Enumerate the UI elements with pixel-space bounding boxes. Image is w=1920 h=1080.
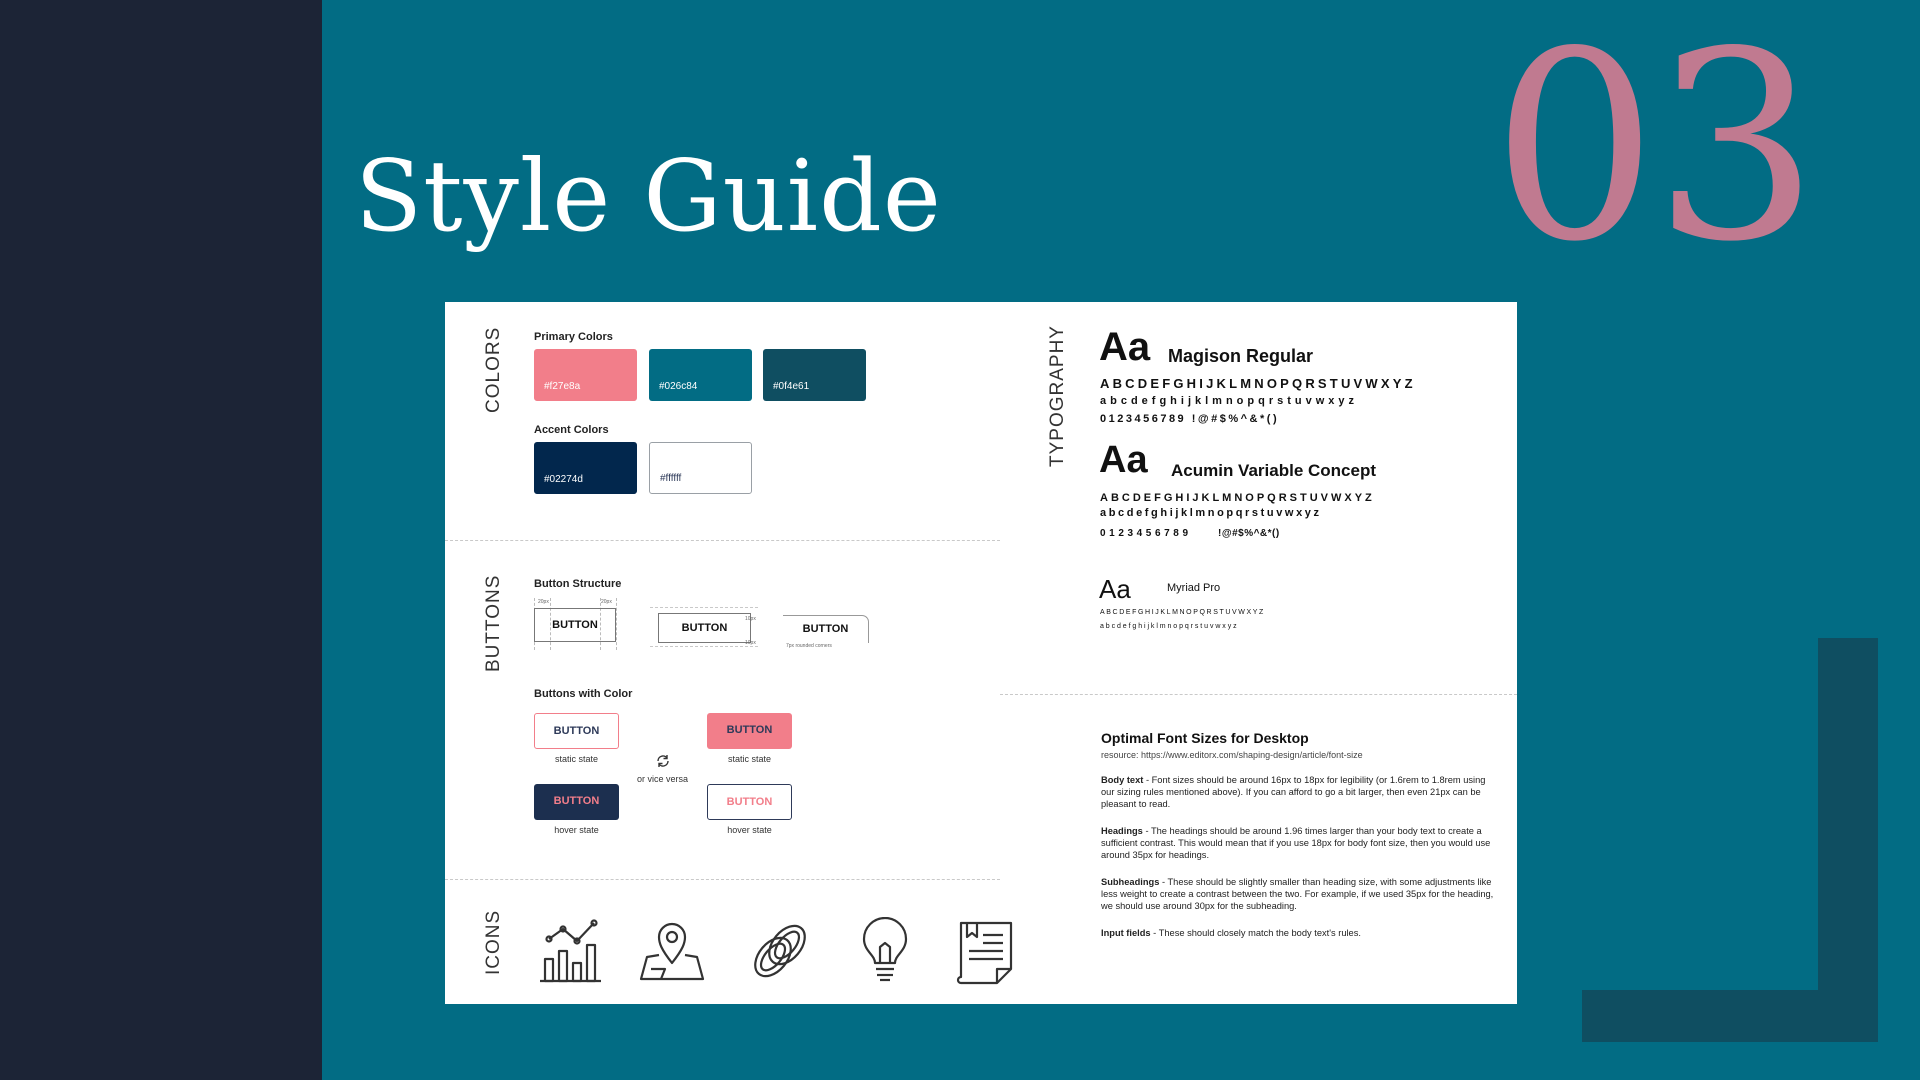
subheadings-description: - These should be slightly smaller than heading size, with some adjustments like less weight to create a contrast between the two. For example, if we used 35px for the heading, we should use around 30px for the subheading. (1101, 877, 1494, 911)
magison-digits: 0123456789 !@#$%^&*() (1100, 413, 1280, 425)
myriad-lowercase: abcdefghijklmnopqrstuvwxyz (1100, 623, 1239, 630)
structure-button-horizontal: BUTTON (534, 608, 616, 642)
swatch-white-label: #ffffff (660, 473, 682, 484)
swap-icon (655, 753, 671, 769)
input-fields-description: - These should closely match the body text's rules. (1150, 928, 1361, 938)
swatch-dark-teal (763, 349, 866, 401)
map-pin-icon (637, 917, 707, 987)
section-divider (445, 879, 1000, 880)
swatch-navy-label: #02274d (544, 474, 583, 485)
font-name-myriad: Myriad Pro (1167, 582, 1221, 594)
vice-versa-caption: or vice versa (636, 774, 689, 784)
swatch-teal (649, 349, 752, 401)
page-number: 03 (1492, 0, 1815, 299)
swatch-white (649, 442, 752, 494)
font-sample-magison: Aa (1099, 325, 1151, 369)
structure-button-vertical: BUTTON (658, 613, 751, 643)
hover-state-caption: hover state (727, 825, 772, 835)
body-text-guideline (1101, 774, 1501, 810)
swatch-pink (534, 349, 637, 401)
font-sizes-title: Optimal Font Sizes for Desktop (1101, 730, 1309, 746)
acumin-digits: 0123456789 (1100, 528, 1192, 539)
primary-colors-heading: Primary Colors (534, 331, 613, 343)
magison-uppercase: ABCDEFGHIJKLMNOPQRSTUVWXYZ (1100, 376, 1416, 391)
acumin-lowercase: abcdefghijklmnopqrstuvwxyz (1100, 507, 1322, 519)
body-text-label: Body text (1101, 775, 1144, 785)
headings-guideline (1101, 825, 1501, 861)
style-guide-card (445, 302, 1517, 1004)
padding-note: 10px (745, 616, 756, 622)
input-fields-guideline (1101, 927, 1501, 939)
static-state-caption: static state (554, 754, 599, 764)
pink-button-static[interactable]: BUTTON (707, 713, 792, 749)
lightbulb-icon (850, 917, 920, 987)
body-text-description: - Font sizes should be around 16px to 18px for legibility (or 1.6rem to 1.8rem using our sizing rules mentioned above). If you can afford to go a bit larger, then even 21px can be pleasant to read. (1101, 775, 1486, 809)
headings-label: Headings (1101, 826, 1143, 836)
section-label-icons: ICONS (483, 909, 504, 975)
hover-state-caption: hover state (554, 825, 599, 835)
bar-chart-icon (537, 917, 607, 987)
page-title: Style Guide (355, 140, 942, 254)
magison-lowercase: abcdefghijklmnopqrstuvwxyz (1100, 395, 1359, 407)
font-sizes-resource: resource: https://www.editorx.com/shaping-design/article/font-size (1101, 750, 1363, 760)
guide-line (650, 607, 758, 608)
font-sample-acumin: Aa (1099, 439, 1148, 481)
subheadings-label: Subheadings (1101, 877, 1160, 887)
input-fields-label: Input fields (1101, 928, 1151, 938)
font-sample-myriad: Aa (1099, 574, 1131, 604)
navy-button-hover[interactable]: BUTTON (534, 784, 619, 820)
myriad-uppercase: ABCDEFGHIJKLMNOPQRSTUVWXYZ (1100, 609, 1265, 616)
link-icon (745, 917, 815, 987)
padding-note: 20px (601, 599, 612, 605)
rounded-corners-note: 7px rounded corners (786, 643, 832, 649)
section-divider (445, 540, 1000, 541)
swatch-teal-label: #026c84 (659, 381, 698, 392)
corner-bracket-decoration (1582, 638, 1878, 1042)
outline-button-static[interactable]: BUTTON (534, 713, 619, 749)
guide-line (650, 646, 758, 647)
buttons-with-color-heading: Buttons with Color (534, 688, 633, 700)
swatch-navy (534, 442, 637, 494)
swatch-pink-label: #f27e8a (544, 381, 581, 392)
padding-note: 10px (745, 640, 756, 646)
section-label-colors: COLORS (483, 326, 504, 413)
acumin-uppercase: ABCDEFGHIJKLMNOPQRSTUVWXYZ (1100, 492, 1375, 504)
left-sidebar-panel (0, 0, 322, 1080)
document-icon (953, 917, 1023, 987)
headings-description: - The headings should be around 1.96 times larger than your body text to create a sufficient contrast. This would mean that if you use 18px for body font size, then you would use around 35px for headings. (1101, 826, 1491, 860)
outline-button-hover[interactable]: BUTTON (707, 784, 792, 820)
subheadings-guideline (1101, 876, 1501, 912)
section-divider (1000, 694, 1517, 695)
static-state-caption: static state (727, 754, 772, 764)
accent-colors-heading: Accent Colors (534, 424, 609, 436)
structure-button-rounded: BUTTON (783, 615, 869, 643)
section-label-buttons: BUTTONS (483, 574, 504, 672)
section-label-typography: TYPOGRAPHY (1047, 325, 1068, 467)
acumin-symbols: !@#$%^&*() (1218, 528, 1280, 539)
swatch-dark-teal-label: #0f4e61 (773, 381, 810, 392)
font-name-magison: Magison Regular (1168, 346, 1314, 366)
button-structure-heading: Button Structure (534, 578, 622, 590)
padding-note: 20px (538, 599, 549, 605)
guide-line (616, 598, 617, 650)
font-name-acumin: Acumin Variable Concept (1171, 461, 1376, 480)
